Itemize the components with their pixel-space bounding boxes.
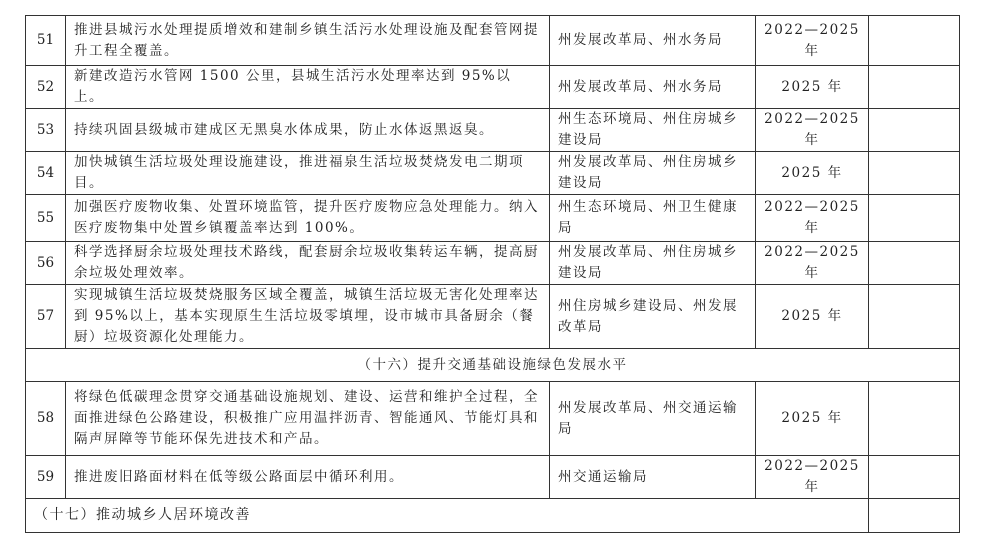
task-content: 实现城镇生活垃圾焚烧服务区域全覆盖，城镇生活垃圾无害化处理率达到 95%以上，基本实现原生生活垃圾零填埋，设市城市具备厨余（餐厨）垃圾资源化处理能力。 (66, 285, 550, 349)
note-cell (869, 16, 960, 66)
row-number: 53 (26, 109, 66, 152)
responsible-department: 州发展改革局、州水务局 (550, 66, 756, 109)
responsible-department: 州生态环境局、州住房城乡建设局 (550, 109, 756, 152)
responsible-department: 州发展改革局、州住房城乡建设局 (550, 242, 756, 285)
note-cell (869, 66, 960, 109)
row-number: 54 (26, 152, 66, 195)
note-cell (869, 456, 960, 499)
row-number: 52 (26, 66, 66, 109)
time-frame: 2025 年 (756, 152, 869, 195)
note-cell (869, 195, 960, 242)
task-table (25, 15, 960, 533)
table-row (26, 195, 960, 242)
task-content: 将绿色低碳理念贯穿交通基础设施规划、建设、运营和维护全过程，全面推进绿色公路建设，积极推广应用温拌沥青、智能通风、节能灯具和隔声屏障等节能环保先进技术和产品。 (66, 382, 550, 456)
time-frame: 2022—2025 年 (756, 109, 869, 152)
task-content: 新建改造污水管网 1500 公里，县城生活污水处理率达到 95%以上。 (66, 66, 550, 109)
row-number: 59 (26, 456, 66, 499)
time-frame: 2022—2025 年 (756, 242, 869, 285)
table-row (26, 242, 960, 285)
time-frame: 2025 年 (756, 285, 869, 349)
note-cell (869, 382, 960, 456)
section-title-16: （十六）提升交通基础设施绿色发展水平 (26, 349, 960, 382)
responsible-department: 州发展改革局、州住房城乡建设局 (550, 152, 756, 195)
row-number: 55 (26, 195, 66, 242)
time-frame: 2022—2025 年 (756, 456, 869, 499)
table-row (26, 16, 960, 66)
note-cell (869, 242, 960, 285)
row-number: 57 (26, 285, 66, 349)
table-row (26, 285, 960, 349)
note-cell (869, 152, 960, 195)
responsible-department: 州生态环境局、州卫生健康局 (550, 195, 756, 242)
row-number: 58 (26, 382, 66, 456)
task-content: 科学选择厨余垃圾处理技术路线，配套厨余垃圾收集转运车辆，提高厨余垃圾处理效率。 (66, 242, 550, 285)
task-content: 加强医疗废物收集、处置环境监管，提升医疗废物应急处理能力。纳入医疗废物集中处置乡镇覆盖率达到 100%。 (66, 195, 550, 242)
table-row (26, 456, 960, 499)
note-cell (869, 109, 960, 152)
responsible-department: 州发展改革局、州交通运输局 (550, 382, 756, 456)
time-frame: 2025 年 (756, 66, 869, 109)
responsible-department: 州发展改革局、州水务局 (550, 16, 756, 66)
table-row (26, 66, 960, 109)
time-frame: 2022—2025 年 (756, 16, 869, 66)
task-content: 持续巩固县级城市建成区无黑臭水体成果，防止水体返黑返臭。 (66, 109, 550, 152)
task-content: 推进废旧路面材料在低等级公路面层中循环利用。 (66, 456, 550, 499)
section-header-row (26, 349, 960, 382)
empty-cell (869, 499, 960, 533)
task-content: 加快城镇生活垃圾处理设施建设，推进福泉生活垃圾焚烧发电二期项目。 (66, 152, 550, 195)
row-number: 51 (26, 16, 66, 66)
section-title-17: （十七）推动城乡人居环境改善 (26, 499, 869, 533)
note-cell (869, 285, 960, 349)
time-frame: 2025 年 (756, 382, 869, 456)
responsible-department: 州交通运输局 (550, 456, 756, 499)
table-row (26, 382, 960, 456)
time-frame: 2022—2025 年 (756, 195, 869, 242)
table-row (26, 109, 960, 152)
responsible-department: 州住房城乡建设局、州发展改革局 (550, 285, 756, 349)
section-header-row (26, 499, 960, 533)
row-number: 56 (26, 242, 66, 285)
task-content: 推进县城污水处理提质增效和建制乡镇生活污水处理设施及配套管网提升工程全覆盖。 (66, 16, 550, 66)
table-row (26, 152, 960, 195)
